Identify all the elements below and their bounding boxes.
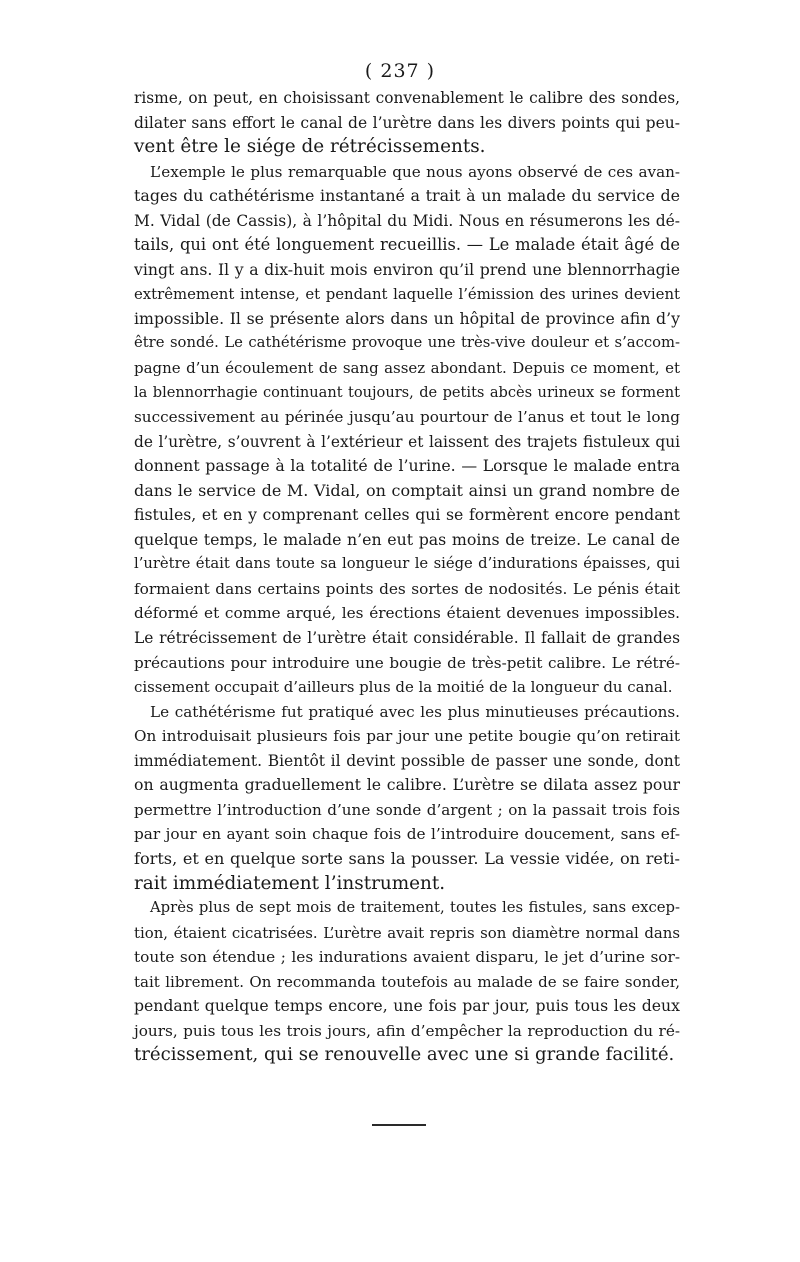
paragraph-4 <box>134 896 680 1068</box>
text-line: permettre l’introduction d’une sonde d’argent ; on la passait trois fois <box>134 800 680 819</box>
text-line: On introduisait plusieurs fois par jour une petite bougie qu’on retirait <box>134 727 680 746</box>
paragraph-2 <box>134 160 680 700</box>
text-line: formaient dans certains points des sortes de nodosités. Le pénis était <box>134 579 680 598</box>
text-line: Le cathétérisme fut pratiqué avec les plus minutieuses précautions. <box>150 702 680 721</box>
text-line: l’urètre était dans toute sa longueur le siége d’indurations épaisses, qui <box>134 555 680 573</box>
text-line: de l’urètre, s’ouvrent à l’extérieur et laissent des trajets fistuleux qui <box>134 432 680 451</box>
text-line: jours, puis tous les trois jours, afin d’empêcher la reproduction du ré- <box>134 1021 680 1040</box>
paragraph-3 <box>134 700 680 896</box>
text-line: risme, on peut, en choisissant convenablement le calibre des sondes, <box>134 89 680 107</box>
text-line: tait librement. On recommanda toutefois au malade de se faire sonder, <box>134 972 680 991</box>
text-line: tails, qui ont été longuement recueillis. — Le malade était âgé de <box>134 235 680 255</box>
text-line: dans le service de M. Vidal, on comptait ainsi un grand nombre de <box>134 480 680 500</box>
text-line: la blennorrhagie continuant toujours, de petits abcès urineux se forment <box>134 383 680 401</box>
text-line: extrêmement intense, et pendant laquelle l’émission des urines devient <box>134 285 680 304</box>
text-line: forts, et en quelque sorte sans la pousser. La vessie vidée, on reti- <box>134 848 680 868</box>
text-line: toute son étendue ; les indurations avaient disparu, le jet d’urine sor- <box>134 948 680 967</box>
text-line: Après plus de sept mois de traitement, toutes les fistules, sans excep- <box>150 899 680 917</box>
body-text <box>134 86 680 1068</box>
text-line: déformé et comme arqué, les érections étaient devenues impossibles. <box>134 604 680 623</box>
text-line: être sondé. Le cathétérisme provoque une très-vive douleur et s’accom- <box>134 334 680 352</box>
closing-rule <box>372 1124 426 1126</box>
text-line: quelque temps, le malade n’en eut pas moins de treize. Le canal de <box>134 529 680 549</box>
text-line: vingt ans. Il y a dix-huit mois environ qu’il prend une blennorrhagie <box>134 259 680 279</box>
text-line: successivement au périnée jusqu’au pourtour de l’anus et tout le long <box>134 408 680 427</box>
text-line: M. Vidal (de Cassis), à l’hôpital du Midi. Nous en résumerons les dé- <box>134 211 680 230</box>
text-line: fistules, et en y comprenant celles qui se formèrent encore pendant <box>134 505 680 525</box>
text-line: on augmenta graduellement le calibre. L’urètre se dilata assez pour <box>134 775 680 795</box>
text-line: tages du cathétérisme instantané a trait à un malade du service de <box>134 186 680 206</box>
text-line: tion, étaient cicatrisées. L’urètre avait repris son diamètre normal dans <box>134 923 680 942</box>
text-line: précautions pour introduire une bougie de très-petit calibre. Le rétré- <box>134 653 680 672</box>
text-line: impossible. Il se présente alors dans un hôpital de province afin d’y <box>134 308 680 328</box>
text-line: donnent passage à la totalité de l’urine. — Lorsque le malade entra <box>134 456 680 476</box>
text-line: trécissement, qui se renouvelle avec une si grande facilité. <box>134 1044 675 1066</box>
text-line: vent être le siége de rétrécissements. <box>134 136 486 158</box>
text-line: pendant quelque temps encore, une fois par jour, puis tous les deux <box>134 996 680 1016</box>
text-line: L’exemple le plus remarquable que nous ayons observé de ces avan- <box>150 162 680 181</box>
text-line: rait immédiatement l’instrument. <box>134 872 446 894</box>
text-line: dilater sans effort le canal de l’urètre dans les divers points qui peu- <box>134 113 680 132</box>
page-number: ( 237 ) <box>364 60 436 82</box>
text-line: Le rétrécissement de l’urètre était considérable. Il fallait de grandes <box>134 629 680 648</box>
text-line: immédiatement. Bientôt il devint possible de passer une sonde, dont <box>134 751 680 770</box>
text-line: pagne d’un écoulement de sang assez abondant. Depuis ce moment, et <box>134 359 680 378</box>
paragraph-1 <box>134 86 680 160</box>
text-line: par jour en ayant soin chaque fois de l’introduire doucement, sans ef- <box>134 825 680 844</box>
text-line: cissement occupait d’ailleurs plus de la moitié de la longueur du canal. <box>134 678 673 697</box>
